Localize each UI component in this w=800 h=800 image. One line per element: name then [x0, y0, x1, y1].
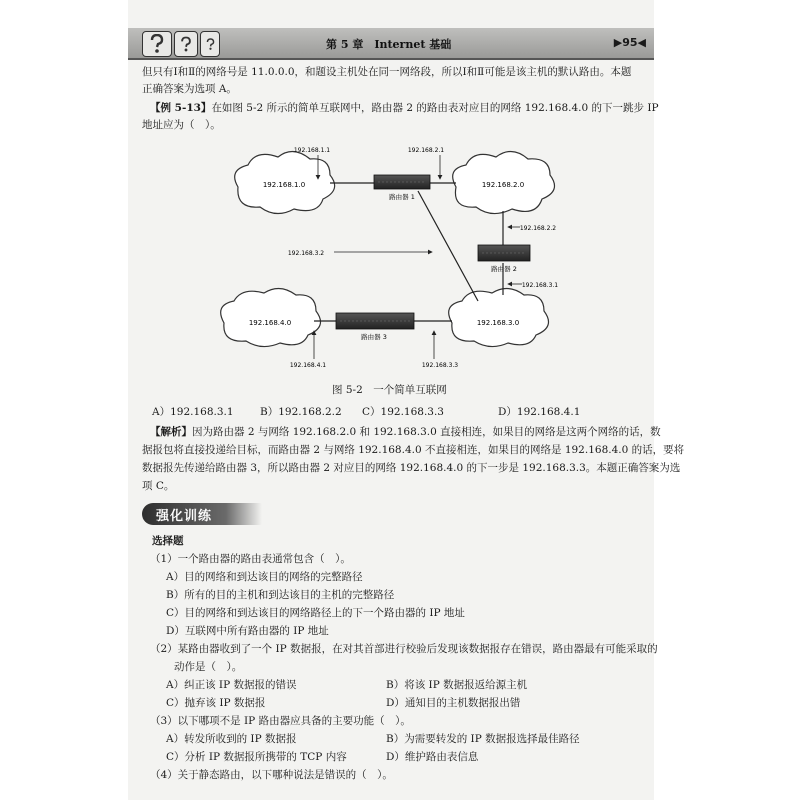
analysis-line-3: 数据报先传递给路由器 3，所以路由器 2 对应目的网络 192.168.4.0 的下一步是 192.168.3.3。本题正确答案为选 — [142, 462, 681, 474]
example-tag: 【例 5-13】 — [150, 102, 212, 114]
question-3-option: A）转发所收到的 IP 数据报 — [166, 733, 297, 745]
network-cloud-1 — [235, 151, 335, 213]
router-label: 路由器 1 — [389, 193, 415, 201]
analysis-tag: 【解析】 — [150, 426, 192, 438]
book-page — [128, 0, 685, 800]
question-icon — [142, 31, 172, 57]
question-1-option: A）目的网络和到达该目的网络的完整路径 — [166, 571, 363, 583]
network-cloud-2 — [453, 151, 555, 213]
router-2 — [478, 245, 530, 273]
section-subtitle: 选择题 — [152, 535, 184, 547]
analysis-text: 因为路由器 2 与网络 192.168.2.0 和 192.168.3.0 直接相连，如果目的网络是这两个网络的话，数 — [192, 426, 661, 438]
example-line-2: 地址应为（ ）。 — [142, 119, 221, 131]
question-3-option: D）维护路由表信息 — [386, 751, 479, 763]
question-1-option: C）目的网络和到达该目的网络路径上的下一个路由器的 IP 地址 — [166, 607, 465, 619]
option-b: B）192.168.2.2 — [260, 406, 342, 418]
example-text: 在如图 5-2 所示的简单互联网中，路由器 2 的路由表对应目的网络 192.168.4.0 的下一跳步 IP — [211, 102, 659, 114]
option-c: C）192.168.3.3 — [362, 406, 444, 418]
question-2-stem: （2）某路由器收到了一个 IP 数据报，在对其首部进行校验后发现该数据报存在错误，路由器最有可能采取的 — [150, 643, 658, 655]
router-label: 路由器 2 — [491, 265, 517, 273]
ip-address-label: 192.168.3.3 — [421, 362, 459, 369]
question-2-option: A）纠正该 IP 数据报的错误 — [166, 679, 297, 691]
ip-address-label: 192.168.2.1 — [407, 147, 445, 154]
network-cloud-3 — [221, 288, 321, 346]
chapter-title: 第 5 章 Internet 基础 — [326, 38, 452, 51]
ip-address-label: 192.168.3.2 — [287, 250, 325, 257]
section-title: 强化训练 — [156, 509, 213, 524]
network-label: 192.168.2.0 — [481, 181, 525, 189]
network-label: 192.168.1.0 — [262, 181, 306, 189]
ip-address-label: 192.168.3.1 — [521, 282, 559, 289]
question-2-option: B）将该 IP 数据报返给源主机 — [386, 679, 528, 691]
question-4-stem: （4）关于静态路由，以下哪种说法是错误的（ ）。 — [150, 769, 393, 781]
question-3-option: C）分析 IP 数据报所携带的 TCP 内容 — [166, 751, 347, 763]
network-cloud-4 — [449, 288, 549, 346]
question-icon — [200, 31, 220, 57]
ip-address-label: 192.168.1.1 — [293, 147, 331, 154]
intro-line-1: 但只有Ⅰ和Ⅱ的网络号是 11.0.0.0，和题设主机处在同一网络段，所以Ⅰ和Ⅱ可能是该主机的默认路由。本题 — [142, 66, 632, 78]
ip-address-label: 192.168.2.2 — [519, 225, 557, 232]
analysis-line-2: 据报包将直接投递给目标，而路由器 2 与网络 192.168.4.0 不直接相连，如果目的网络是 192.168.4.0 的话，要将 — [142, 444, 685, 456]
network-label: 192.168.4.0 — [248, 319, 292, 327]
chapter-header — [128, 28, 654, 60]
page-number: ▶95◀ — [613, 36, 646, 49]
analysis-line-4: 项 C。 — [142, 480, 175, 492]
question-1-stem: （1）一个路由器的路由表通常包含（ ）。 — [150, 553, 351, 565]
network-label: 192.168.3.0 — [476, 319, 520, 327]
router-3 — [336, 313, 414, 341]
ip-address-label: 192.168.4.1 — [289, 362, 327, 369]
router-label: 路由器 3 — [361, 333, 387, 341]
question-3-option: B）为需要转发的 IP 数据报选择最佳路径 — [386, 733, 580, 745]
example-line-1 — [150, 100, 659, 116]
question-icon — [174, 31, 198, 57]
question-3-stem: （3）以下哪项不是 IP 路由器应具备的主要功能（ ）。 — [150, 715, 411, 727]
intro-line-2: 正确答案为选项 A。 — [142, 83, 237, 95]
question-2-option: C）抛弃该 IP 数据报 — [166, 697, 266, 709]
option-a: A）192.168.3.1 — [152, 406, 234, 418]
question-2-stem-cont: 动作是（ ）。 — [174, 661, 243, 673]
question-1-option: D）互联网中所有路由器的 IP 地址 — [166, 625, 329, 637]
option-d: D）192.168.4.1 — [498, 406, 581, 418]
figure-caption: 图 5-2 一个简单互联网 — [332, 384, 447, 396]
section-banner — [142, 503, 262, 525]
analysis-line-1 — [150, 424, 661, 440]
network-diagram — [208, 135, 588, 375]
question-2-option: D）通知目的主机数据报出错 — [386, 697, 521, 709]
question-1-option: B）所有的目的主机和到达该目的主机的完整路径 — [166, 589, 395, 601]
